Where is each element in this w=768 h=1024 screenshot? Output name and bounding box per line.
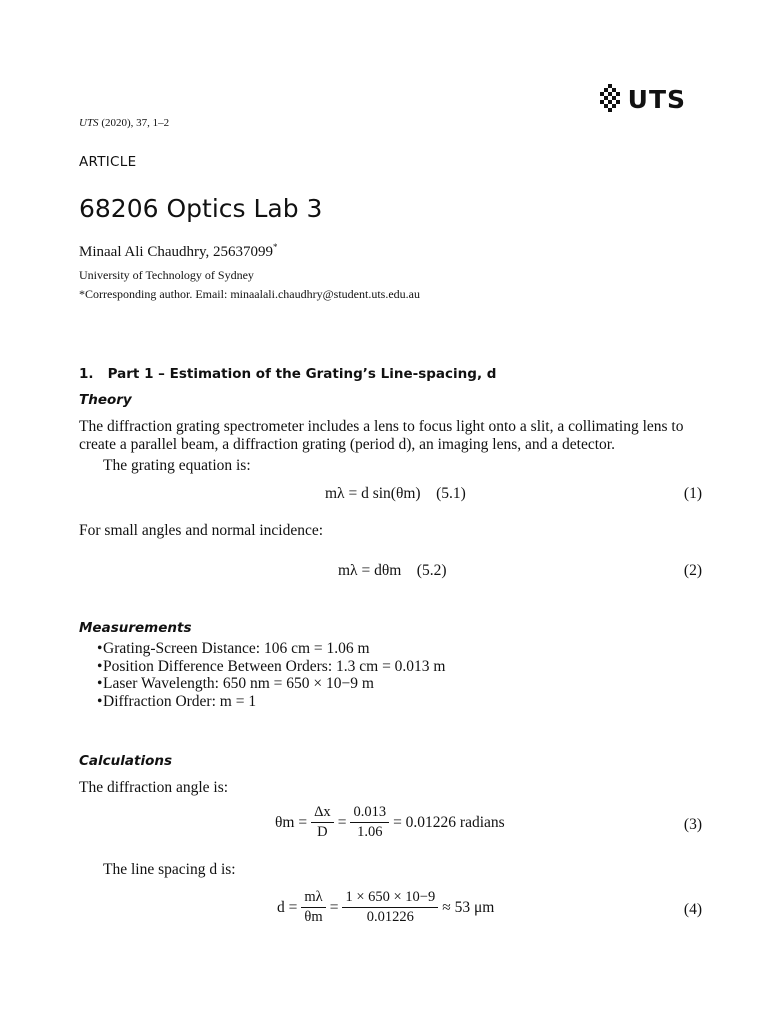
theory-heading: Theory bbox=[79, 392, 132, 408]
uts-crest-icon bbox=[600, 84, 620, 114]
equation-4-number: (4) bbox=[683, 901, 702, 918]
equation-4 bbox=[277, 889, 494, 926]
section-heading: 1. Part 1 – Estimation of the Grating’s Line-spacing, d bbox=[79, 366, 497, 382]
numerator: 0.013 bbox=[350, 804, 389, 823]
equation-3-lhs: θm = bbox=[275, 813, 308, 831]
measurements-heading: Measurements bbox=[79, 620, 192, 636]
grating-equation-intro: The grating equation is: bbox=[103, 457, 251, 474]
uts-logo bbox=[600, 84, 686, 114]
equation-3-rhs: = 0.01226 radians bbox=[393, 813, 505, 831]
corresponding-author: *Corresponding author. Email: minaalali.chaudhry@student.uts.edu.au bbox=[79, 287, 420, 301]
article-label: ARTICLE bbox=[79, 154, 137, 170]
fraction bbox=[301, 889, 325, 926]
equation-2-number: (2) bbox=[683, 562, 702, 579]
list-item: • Grating-Screen Distance: 106 cm = 1.06 m bbox=[79, 640, 446, 658]
journal-volume: (2020), 37, 1–2 bbox=[101, 117, 170, 129]
equation-2: mλ = dθm (5.2) bbox=[338, 562, 447, 579]
equation-1-number: (1) bbox=[683, 485, 702, 502]
equals-sign: = bbox=[337, 813, 347, 831]
denominator: D bbox=[317, 824, 328, 840]
author-marker: * bbox=[273, 242, 278, 252]
numerator: 1 × 650 × 10−9 bbox=[342, 889, 438, 908]
equation-1: mλ = d sin(θm) (5.1) bbox=[325, 485, 466, 502]
list-item: • Diffraction Order: m = 1 bbox=[79, 693, 446, 711]
fraction bbox=[342, 889, 438, 926]
numerator: Δx bbox=[311, 804, 334, 823]
equals-sign: = bbox=[329, 898, 339, 916]
denominator: 1.06 bbox=[357, 824, 383, 840]
logo-text: UTS bbox=[627, 84, 686, 114]
author-line bbox=[79, 242, 278, 261]
affiliation: University of Technology of Sydney bbox=[79, 268, 254, 282]
fraction bbox=[350, 804, 389, 841]
author-name: Minaal Ali Chaudhry, 25637099 bbox=[79, 244, 274, 260]
line-spacing-intro: The line spacing d is: bbox=[103, 861, 236, 878]
fraction bbox=[311, 804, 334, 841]
list-item: • Position Difference Between Orders: 1.3 cm = 0.013 m bbox=[79, 658, 446, 676]
measurements-list bbox=[79, 640, 446, 710]
equation-4-rhs: ≈ 53 μm bbox=[442, 898, 495, 916]
theory-paragraph: The diffraction grating spectrometer includes a lens to focus light onto a slit, a collimating lens to create a parallel beam, a diffraction grating (period d), an imaging lens, and a detector. bbox=[79, 418, 684, 453]
journal-citation bbox=[79, 117, 169, 129]
numerator: mλ bbox=[301, 889, 325, 908]
paper-title: 68206 Optics Lab 3 bbox=[79, 194, 323, 223]
equation-3 bbox=[275, 804, 505, 841]
calculations-heading: Calculations bbox=[79, 753, 172, 769]
list-item: • Laser Wavelength: 650 nm = 650 × 10−9 m bbox=[79, 675, 446, 693]
journal-name: UTS bbox=[79, 117, 99, 129]
small-angles-text: For small angles and normal incidence: bbox=[79, 522, 324, 539]
equation-3-number: (3) bbox=[683, 816, 702, 833]
denominator: θm bbox=[304, 909, 323, 925]
equation-4-lhs: d = bbox=[277, 898, 298, 916]
denominator: 0.01226 bbox=[366, 909, 414, 925]
diffraction-angle-intro: The diffraction angle is: bbox=[79, 779, 229, 796]
